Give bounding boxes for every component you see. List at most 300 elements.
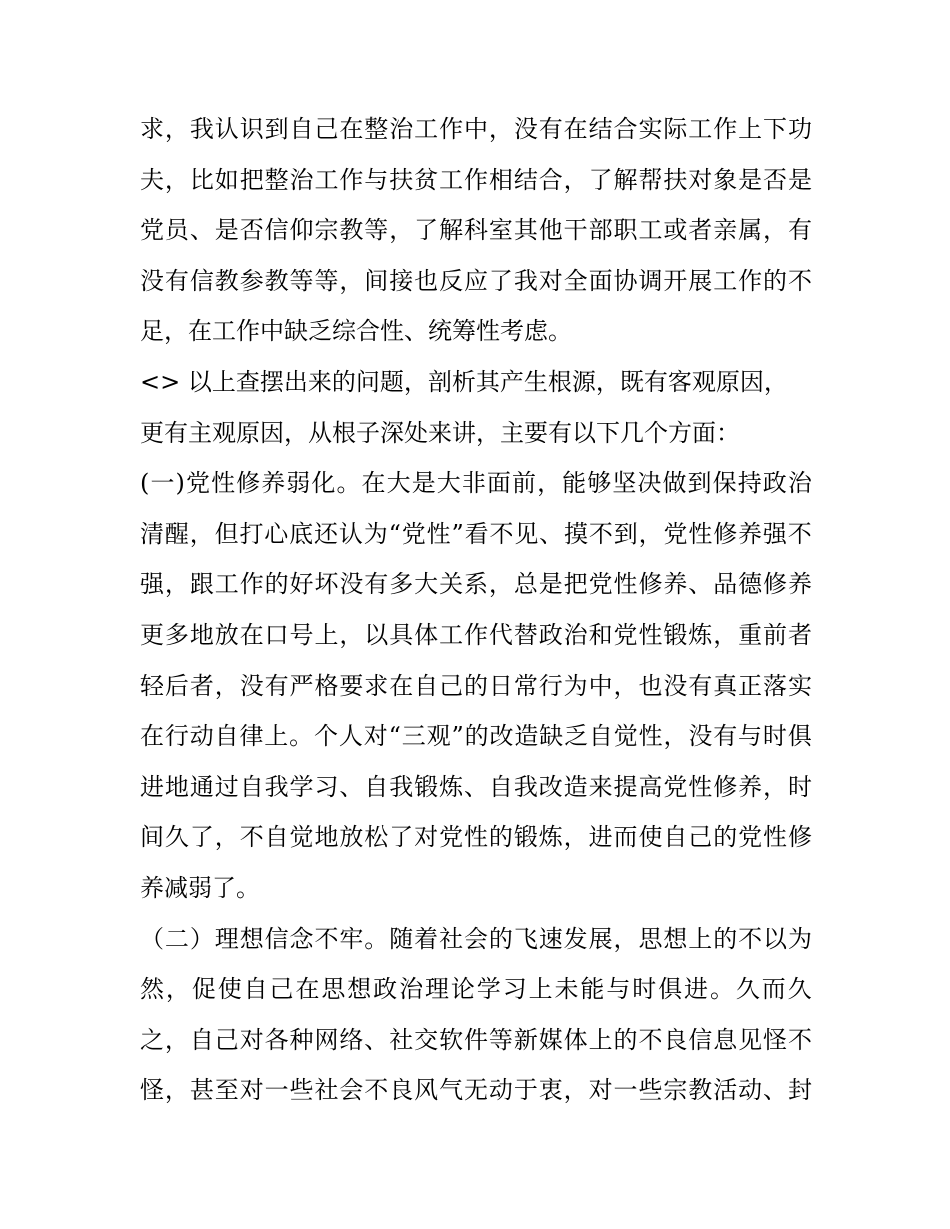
line-char: 作 — [439, 115, 464, 143]
line-char: 性 — [613, 570, 638, 599]
line-char: 三 — [401, 722, 426, 751]
line-char: 帮 — [638, 165, 663, 194]
line-char: 等 — [289, 266, 314, 295]
line-char: 前 — [512, 469, 536, 498]
line-char: 或 — [663, 216, 688, 245]
line-char: 性 — [688, 772, 713, 801]
line-char: 决 — [637, 469, 662, 498]
line-char: 自 — [289, 115, 314, 143]
line-char: 见 — [514, 519, 539, 548]
line-char: 夫 — [140, 165, 164, 194]
line-char: 与 — [738, 722, 763, 751]
line-char: 具 — [389, 620, 414, 649]
line-char: 为 — [363, 519, 388, 548]
line-char: 人 — [338, 722, 363, 751]
line-char: 养 — [261, 469, 286, 498]
line-char: 参 — [239, 266, 264, 295]
line-char: 作 — [713, 115, 738, 143]
line-char: 实 — [638, 115, 663, 143]
line-char: 提 — [613, 772, 638, 801]
text-line-19 — [140, 1015, 812, 1066]
line-char: 、 — [688, 570, 713, 599]
line-char: 是 — [411, 469, 436, 498]
line-char: 相 — [488, 165, 513, 194]
line-char: 干 — [563, 216, 588, 245]
text-line-9 — [140, 509, 812, 560]
line-char: 社 — [314, 1076, 339, 1105]
line-char: 到 — [264, 115, 289, 143]
text-line-4 — [140, 256, 812, 307]
line-char: ， — [339, 620, 364, 649]
line-char: 党 — [140, 216, 164, 245]
line-char: 信 — [264, 216, 289, 245]
line-char: 俱 — [658, 975, 683, 1004]
line-char: 我 — [513, 772, 538, 801]
line-char: 时 — [762, 722, 787, 751]
line-char: 进 — [684, 975, 709, 1004]
line-char: 教 — [339, 216, 364, 245]
line-char: 网 — [314, 1025, 339, 1054]
line-char: 性 — [426, 519, 451, 548]
line-char: 工 — [214, 570, 239, 599]
line-char: 接 — [389, 266, 414, 295]
line-text: <> 以上查摆出来的问题，剖析其产生根源，既有客观原因， — [140, 367, 788, 396]
line-char: 不 — [787, 1025, 812, 1054]
text-line-8 — [140, 458, 812, 509]
line-char: 在 — [563, 115, 588, 143]
line-char: 些 — [289, 1076, 314, 1105]
line-char: 象 — [713, 165, 738, 194]
line-char: 工 — [314, 165, 339, 194]
line-char: ， — [537, 469, 562, 498]
line-char: 社 — [439, 924, 464, 953]
line-char: 飞 — [513, 924, 538, 953]
line-char: 治 — [787, 469, 812, 498]
line-char: 使 — [217, 975, 242, 1004]
line-char: 真 — [713, 671, 738, 700]
line-char: 不 — [588, 519, 613, 548]
line-char: 全 — [563, 266, 588, 295]
line-char: 后 — [164, 671, 189, 700]
line-char: 还 — [314, 519, 339, 548]
line-char: 想 — [239, 924, 264, 953]
line-char: ( — [140, 469, 150, 498]
line-char: ， — [763, 216, 788, 245]
line-char: 的 — [713, 924, 738, 953]
line-char: ， — [214, 671, 239, 700]
line-char: 、 — [364, 1025, 389, 1054]
line-char: 对 — [538, 266, 563, 295]
line-char: 上 — [738, 115, 763, 143]
line-char: ， — [389, 216, 414, 245]
line-char: 自 — [588, 722, 613, 751]
line-char: 贫 — [414, 165, 439, 194]
line-char: 大 — [386, 469, 411, 498]
line-char: 总 — [513, 570, 538, 599]
line-char: 求 — [364, 671, 389, 700]
line-char: 了 — [588, 165, 613, 194]
line-char: 党 — [401, 519, 426, 548]
line-char: 作 — [463, 165, 488, 194]
line-char: 放 — [214, 620, 239, 649]
line-char: 作 — [738, 266, 763, 295]
line-char: 非 — [461, 469, 486, 498]
line-char: 怪 — [763, 1025, 788, 1054]
line-char: 把 — [563, 570, 588, 599]
line-char: 改 — [489, 722, 514, 751]
line-char: 正 — [738, 671, 763, 700]
line-char: 格 — [314, 671, 339, 700]
text-line-18 — [140, 964, 812, 1015]
line-char: 底 — [289, 519, 314, 548]
line-char: 牢 — [339, 924, 364, 953]
line-char: 大 — [436, 469, 461, 498]
line-char: 的 — [463, 671, 488, 700]
line-char: 怪 — [140, 1076, 164, 1105]
line-char: 造 — [514, 722, 539, 751]
line-char: 把 — [239, 165, 264, 194]
line-char: 己 — [439, 671, 464, 700]
line-char: ， — [613, 671, 638, 700]
line-char: 缺 — [539, 722, 564, 751]
line-char: 性 — [211, 469, 236, 498]
line-char: 修 — [787, 823, 812, 852]
line-char: 关 — [439, 570, 464, 599]
line-char: 坏 — [314, 570, 339, 599]
line-char: ， — [563, 823, 588, 852]
line-char: 党 — [588, 570, 613, 599]
document-body — [140, 104, 812, 1116]
line-char: 自 — [264, 823, 289, 852]
line-char: 地 — [314, 823, 339, 852]
line-char: 持 — [737, 469, 762, 498]
line-char: 各 — [264, 1025, 289, 1054]
line-char: 久 — [787, 975, 812, 1004]
line-char: 在 — [339, 115, 364, 143]
line-char: 衷 — [538, 1076, 563, 1105]
line-char: 律 — [239, 722, 264, 751]
line-char: 俱 — [787, 722, 812, 751]
line-char: 个 — [314, 722, 339, 751]
line-char: 种 — [289, 1025, 314, 1054]
line-char: 强 — [140, 570, 164, 599]
line-char: 为 — [563, 671, 588, 700]
line-char: 代 — [488, 620, 513, 649]
line-char: 随 — [389, 924, 414, 953]
line-char: 对 — [414, 823, 439, 852]
line-char: 和 — [588, 620, 613, 649]
line-char: 在 — [239, 620, 264, 649]
line-char: 为 — [787, 924, 812, 953]
line-char: 想 — [663, 924, 688, 953]
line-char: 开 — [663, 266, 688, 295]
line-char: 以 — [763, 924, 788, 953]
line-char: 自 — [214, 722, 239, 751]
line-char: 党 — [663, 519, 688, 548]
line-char: 应 — [463, 266, 488, 295]
line-char: 习 — [502, 975, 527, 1004]
line-char: 能 — [580, 975, 605, 1004]
line-char: 而 — [613, 823, 638, 852]
line-char: ， — [214, 823, 239, 852]
line-char: 不 — [638, 1025, 663, 1054]
line-char: ， — [488, 570, 513, 599]
line-char: 息 — [713, 1025, 738, 1054]
line-char: 工 — [414, 115, 439, 143]
line-char: 大 — [414, 570, 439, 599]
line-char: 求 — [140, 115, 164, 143]
line-char: 亲 — [713, 216, 738, 245]
line-char: 甚 — [189, 1076, 214, 1105]
line-char: 党 — [663, 772, 688, 801]
line-char: 养 — [738, 519, 763, 548]
line-char: 多 — [389, 570, 414, 599]
line-char: 会 — [463, 924, 488, 953]
line-char: ， — [164, 165, 189, 194]
line-char: 一 — [613, 1076, 638, 1105]
line-char: 造 — [563, 772, 588, 801]
line-char: 有 — [688, 671, 713, 700]
line-char: 宗 — [314, 216, 339, 245]
line-char: 发 — [563, 924, 588, 953]
line-char: 不 — [787, 266, 812, 295]
line-char: 打 — [239, 519, 264, 548]
line-char: 替 — [513, 620, 538, 649]
text-line-16 — [140, 863, 812, 914]
line-char: 合 — [613, 115, 638, 143]
line-char: 作 — [339, 165, 364, 194]
line-char: 通 — [189, 772, 214, 801]
text-line-13 — [140, 711, 812, 762]
line-char: 识 — [239, 115, 264, 143]
line-char: 室 — [488, 216, 513, 245]
line-char: 面 — [588, 266, 613, 295]
line-char: 不 — [787, 519, 812, 548]
line-char: 心 — [264, 519, 289, 548]
line-char: 不 — [239, 823, 264, 852]
line-char: 、 — [463, 772, 488, 801]
line-text: 更有主观原因，从根子深处来讲，主要有以下几个方面： — [140, 418, 740, 447]
text-line-5 — [140, 306, 812, 357]
text-line-17 — [140, 914, 812, 965]
line-char: 性 — [688, 519, 713, 548]
line-char: 二 — [164, 924, 189, 953]
line-char: 实 — [787, 671, 812, 700]
line-char: ， — [763, 772, 788, 801]
line-char: 宗 — [663, 1076, 688, 1105]
line-char: 际 — [663, 115, 688, 143]
line-char: 锻 — [663, 620, 688, 649]
line-char: 养 — [787, 570, 812, 599]
line-char: 有 — [364, 570, 389, 599]
line-char: 观 — [426, 722, 451, 751]
line-char: 重 — [738, 620, 763, 649]
line-char: 号 — [289, 620, 314, 649]
line-char: 理 — [214, 924, 239, 953]
line-char: 久 — [735, 975, 760, 1004]
line-char: 保 — [712, 469, 737, 498]
line-char: 己 — [314, 115, 339, 143]
line-char: 软 — [439, 1025, 464, 1054]
line-char: ， — [165, 975, 190, 1004]
line-char: 松 — [364, 823, 389, 852]
line-char: 常 — [513, 671, 538, 700]
line-char: 社 — [389, 1025, 414, 1054]
line-char: 展 — [588, 924, 613, 953]
line-char: 党 — [439, 823, 464, 852]
line-char: 自 — [414, 671, 439, 700]
line-char: 者 — [189, 671, 214, 700]
line-char: 否 — [763, 165, 788, 194]
line-char: 促 — [191, 975, 216, 1004]
line-char: 没 — [239, 671, 264, 700]
line-char: 党 — [613, 620, 638, 649]
line-char: 不 — [314, 924, 339, 953]
line-char: 治 — [399, 975, 424, 1004]
line-char: ， — [663, 722, 688, 751]
line-char: 前 — [763, 620, 788, 649]
line-char: 信 — [189, 266, 214, 295]
line-char: 日 — [488, 671, 513, 700]
line-char: 下 — [763, 115, 788, 143]
line-char: 结 — [513, 165, 538, 194]
line-char: 自 — [364, 772, 389, 801]
line-char: 上 — [314, 620, 339, 649]
line-char: 到 — [613, 519, 638, 548]
line-char: 摸 — [564, 519, 589, 548]
line-char: 解 — [439, 216, 464, 245]
line-char: 党 — [185, 469, 210, 498]
line-char: 品 — [713, 570, 738, 599]
line-char: 对 — [239, 1025, 264, 1054]
line-char: ， — [563, 1076, 588, 1105]
line-char: 炼 — [688, 620, 713, 649]
line-char: 化 — [311, 469, 336, 498]
line-char: 修 — [713, 519, 738, 548]
text-line-2 — [140, 155, 812, 206]
line-char: 媒 — [538, 1025, 563, 1054]
line-char: 教 — [214, 266, 239, 295]
line-char: 封 — [787, 1076, 812, 1105]
line-char: 反 — [439, 266, 464, 295]
line-char: 治 — [563, 620, 588, 649]
line-char: 高 — [638, 772, 663, 801]
line-char: 否 — [239, 216, 264, 245]
line-char: 觉 — [613, 722, 638, 751]
line-char: 醒 — [164, 519, 189, 548]
line-char: 弱 — [286, 469, 311, 498]
line-char: 新 — [513, 1025, 538, 1054]
line-char: 扶 — [663, 165, 688, 194]
line-char: ， — [613, 924, 638, 953]
text-line-7 — [140, 408, 812, 459]
line-char: ， — [164, 1025, 189, 1054]
line-char: 无 — [463, 1076, 488, 1105]
line-char: 是 — [214, 216, 239, 245]
line-char: 久 — [164, 823, 189, 852]
line-char: 时 — [632, 975, 657, 1004]
line-char: 员 — [164, 216, 189, 245]
text-line-10 — [140, 559, 812, 610]
line-char: 合 — [538, 165, 563, 194]
line-char: 了 — [488, 266, 513, 295]
line-char: 与 — [606, 975, 631, 1004]
line-char: 职 — [613, 216, 638, 245]
line-char: ， — [713, 620, 738, 649]
line-char: 活 — [713, 1076, 738, 1105]
line-char: 对 — [588, 1076, 613, 1105]
line-char: 更 — [140, 620, 164, 649]
line-char: ， — [164, 115, 189, 143]
line-char: 属 — [738, 216, 763, 245]
line-char: ） — [189, 924, 214, 953]
line-char: 其 — [513, 216, 538, 245]
line-char: 在 — [361, 469, 386, 498]
line-char: 自 — [488, 772, 513, 801]
line-char: 如 — [214, 165, 239, 194]
line-text: 养减弱了。 — [140, 873, 260, 902]
line-char: 上 — [528, 975, 553, 1004]
line-char: 体 — [563, 1025, 588, 1054]
line-char: 养 — [738, 772, 763, 801]
line-char: 己 — [269, 975, 294, 1004]
line-char: 跟 — [189, 570, 214, 599]
line-text: 足，在工作中缺乏综合性、统筹性考虑。 — [140, 317, 572, 346]
line-char: ， — [339, 266, 364, 295]
line-char: 体 — [414, 620, 439, 649]
line-char: 。 — [289, 722, 314, 751]
line-char: 一 — [264, 1076, 289, 1105]
line-char: 良 — [663, 1025, 688, 1054]
line-char: ， — [189, 519, 214, 548]
line-char: 有 — [264, 671, 289, 700]
text-line-12 — [140, 661, 812, 712]
line-char: 等 — [364, 216, 389, 245]
line-char: 部 — [588, 216, 613, 245]
line-char: 使 — [638, 823, 663, 852]
line-char: 改 — [538, 772, 563, 801]
line-char: 坚 — [612, 469, 637, 498]
line-char: 在 — [295, 975, 320, 1004]
line-char: 看 — [464, 519, 489, 548]
line-char: 严 — [289, 671, 314, 700]
line-char: 动 — [488, 1076, 513, 1105]
line-char: 对 — [239, 1076, 264, 1105]
line-char: 没 — [688, 722, 713, 751]
line-char: ， — [164, 1076, 189, 1105]
line-char: 过 — [214, 772, 239, 801]
text-line-20 — [140, 1065, 812, 1116]
line-char: 他 — [538, 216, 563, 245]
line-char: 信 — [688, 1025, 713, 1054]
line-char: 然 — [140, 975, 164, 1004]
line-char: 上 — [688, 924, 713, 953]
line-char: 系 — [463, 570, 488, 599]
line-char: 是 — [738, 165, 763, 194]
line-char: 至 — [214, 1076, 239, 1105]
line-char: 不 — [364, 1076, 389, 1105]
line-char: 性 — [638, 620, 663, 649]
line-char: ) — [175, 469, 185, 498]
text-line-6 — [140, 357, 812, 408]
line-char: 工 — [638, 216, 663, 245]
line-char: 是 — [538, 570, 563, 599]
line-char: 了 — [414, 216, 439, 245]
line-char: 扶 — [389, 165, 414, 194]
line-char: 解 — [613, 165, 638, 194]
line-char: 会 — [339, 1076, 364, 1105]
line-char: 教 — [264, 266, 289, 295]
